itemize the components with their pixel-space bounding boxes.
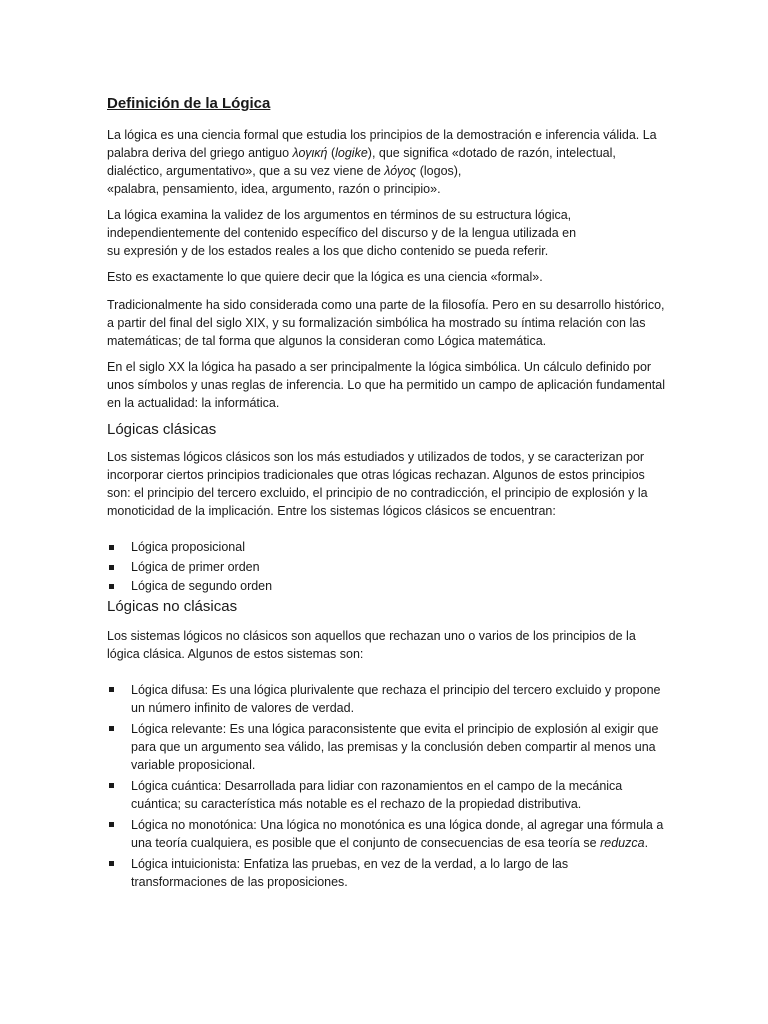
- bullet-icon: [109, 565, 114, 570]
- intro-text: «palabra, pensamiento, idea, argumento, razón o principio».: [107, 182, 441, 196]
- list-item-text: Lógica intuicionista: Enfatiza las pruebas, en vez de la verdad, a lo largo de las transformaciones de las proposiciones.: [131, 856, 569, 889]
- classical-list: [107, 538, 667, 597]
- list-item: [107, 855, 667, 891]
- paragraph-symbolic: En el siglo XX la lógica ha pasado a ser principalmente la lógica simbólica. Un cálculo definido por unos símbolos y unas reglas de inferencia. Lo que ha permitido un campo de aplicación fundamental en la actualidad: la informática.: [107, 360, 665, 410]
- document-body: [107, 94, 667, 894]
- list-item: [107, 577, 667, 597]
- paragraph-classical: Los sistemas lógicos clásicos son los más estudiados y utilizados de todos, y se caracterizan por incorporar ciertos principios tradicionales que otras lógicas rechazan. Algunos de estos principios son: el principio del tercero excluido, el principio de no contradicción, el principio de explosión y la monoticidad de la implicación. Entre los sistemas lógicos clásicos se encuentran:: [107, 450, 648, 518]
- bullet-icon: [109, 783, 114, 788]
- section-title-classical: Lógicas clásicas: [107, 421, 217, 438]
- bullet-icon: [109, 861, 114, 866]
- list-item-text: Lógica cuántica: Desarrollada para lidiar con razonamientos en el campo de la mecánica cuántica; su característica más notable es el rechazo de la propiedad distributiva.: [131, 778, 623, 811]
- paragraph-formal: Esto es exactamente lo que quiere decir que la lógica es una ciencia «formal».: [107, 270, 543, 284]
- paragraph-line: su expresión y de los estados reales a los que dicho contenido se pueda referir.: [107, 244, 549, 258]
- paragraph-validity: [107, 206, 667, 260]
- list-item: [107, 816, 667, 852]
- list-item-text: Lógica de primer orden: [131, 559, 260, 574]
- nonclassical-list: [107, 681, 667, 891]
- emphasis-text: reduzca: [600, 835, 645, 850]
- transliteration: logike: [335, 146, 368, 160]
- bullet-icon: [109, 726, 114, 731]
- list-item: [107, 720, 667, 774]
- paragraph-tradition: Tradicionalmente ha sido considerada como una parte de la filosofía. Pero en su desarrollo histórico, a partir del final del siglo XIX, y su formalización simbólica ha mostrado su íntima relación con las matemáticas; de tal forma que algunos la consideran como Lógica matemática.: [107, 298, 665, 348]
- list-item-text: Lógica proposicional: [131, 540, 245, 554]
- intro-text: La lógica es una ciencia formal que estudia los principios de la demostración e inferencia válida. La palabra deriva del griego antiguo: [107, 128, 657, 160]
- paragraph-intro: [107, 126, 667, 198]
- greek-word: λογική: [292, 146, 328, 160]
- list-item-text: Lógica de segundo orden: [131, 579, 273, 593]
- list-item-text: .: [644, 835, 649, 850]
- intro-text: (logos),: [416, 164, 462, 178]
- bullet-icon: [109, 822, 114, 827]
- list-item: [107, 681, 667, 717]
- paragraph-line: La lógica examina la validez de los argumentos en términos de su estructura lógica,: [107, 208, 572, 222]
- bullet-icon: [109, 545, 114, 550]
- list-item: [107, 538, 667, 558]
- list-item: [107, 777, 667, 813]
- paragraph-line: independientemente del contenido específico del discurso y de la lengua utilizada en: [107, 226, 577, 240]
- intro-text: (: [327, 146, 336, 160]
- greek-word: λόγος: [384, 164, 417, 178]
- list-item: [107, 558, 667, 578]
- section-title-nonclassical: Lógicas no clásicas: [107, 597, 238, 615]
- page-title: Definición de la Lógica: [107, 95, 271, 112]
- paragraph-nonclassical: Los sistemas lógicos no clásicos son aquellos que rechazan uno o varios de los principios de la lógica clásica. Algunos de estos sistemas son:: [107, 628, 636, 661]
- list-item-text: Lógica relevante: Es una lógica paraconsistente que evita el principio de explosión al exigir que para que un argumento sea válido, las premisas y la conclusión deben compartir al menos una variable proposicional.: [131, 721, 659, 772]
- bullet-icon: [109, 687, 114, 692]
- list-item-text: Lógica difusa: Es una lógica plurivalente que rechaza el principio del tercero excluido y propone un número infinito de valores de verdad.: [131, 682, 661, 715]
- list-item-text: Lógica no monotónica: Una lógica no monotónica es una lógica donde, al agregar una fórmula a una teoría cualquiera, es posible que el conjunto de consecuencias de esa teoría se: [131, 817, 664, 850]
- bullet-icon: [109, 584, 114, 589]
- intro-text: ), que significa «dotado de razón, intelectual, dialéctico, argumentativo», que a su vez viene de: [107, 146, 616, 178]
